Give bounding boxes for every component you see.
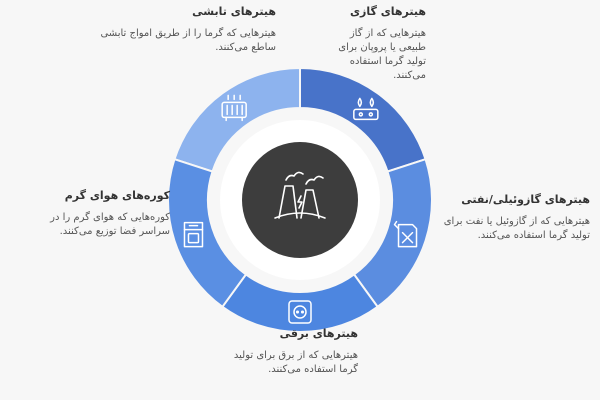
center-circle bbox=[242, 142, 358, 258]
title-gas-heaters: هیترهای گازی bbox=[349, 5, 426, 18]
label-electric-heaters bbox=[230, 327, 358, 377]
label-hot-air-furnaces bbox=[20, 189, 170, 239]
label-radiant-heaters bbox=[96, 5, 276, 55]
desc-radiant-heaters: هیترهایی که گرما را از طریق امواج تابشی ساطع می‌کنند. bbox=[100, 28, 276, 53]
label-gas-heaters bbox=[330, 5, 426, 83]
title-hot-air-furnaces: کوره‌های هوای گرم bbox=[64, 189, 170, 202]
title-radiant-heaters: هیترهای تابشی bbox=[192, 5, 276, 18]
desc-gas-heaters: هیترهایی که از گاز طبیعی یا پروپان برای تولید گرما استفاده می‌کنند. bbox=[338, 28, 426, 81]
desc-electric-heaters: هیترهایی که از برق برای تولید گرما استفاده می‌کنند. bbox=[233, 350, 358, 375]
desc-hot-air-furnaces: کوره‌هایی که هوای گرم را در سراسر فضا توزیع می‌کنند. bbox=[50, 212, 170, 237]
title-electric-heaters: هیترهای برقی bbox=[279, 327, 358, 340]
desc-oil-heaters: هیترهایی که از گازوئیل یا نفت برای تولید گرما استفاده می‌کنند. bbox=[443, 216, 590, 241]
label-oil-heaters bbox=[430, 193, 590, 243]
title-oil-heaters: هیترهای گازوئیلی/نفتی bbox=[461, 193, 590, 206]
